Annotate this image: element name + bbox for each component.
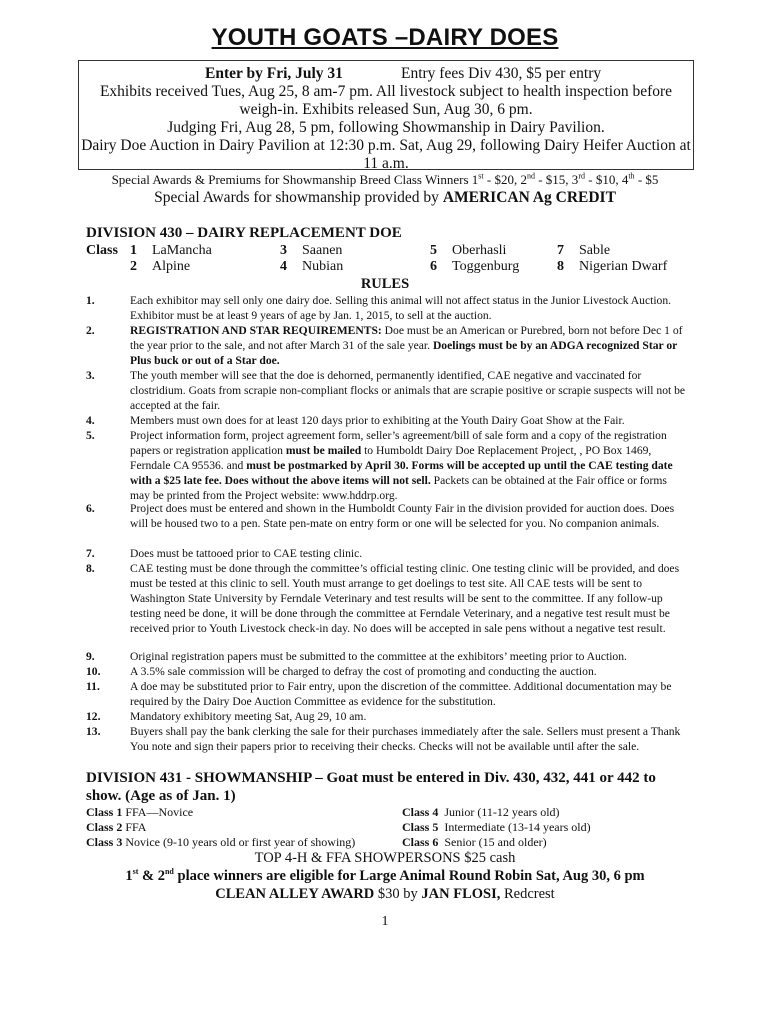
- page-number: 1: [381, 914, 389, 929]
- class-number: 2: [130, 259, 137, 274]
- clean-alley-award-line: CLEAN ALLEY AWARD $30 by JAN FLOSI, Redcrest: [215, 886, 555, 902]
- rule-number: 6.: [86, 502, 95, 515]
- class-name: Sable: [579, 243, 611, 258]
- rule-item: [86, 293, 686, 323]
- rule-number: 13.: [86, 725, 101, 738]
- rule-item: [86, 428, 686, 503]
- rule-item: [86, 368, 686, 413]
- class-name: Toggenburg: [452, 259, 520, 274]
- division-430-heading: DIVISION 430 – DAIRY REPLACEMENT DOE: [86, 225, 402, 241]
- rule-text: Project does must be entered and shown in the Humboldt County Fair in the division provided for auction does. Does will be housed two to a pen. State pen-mate on entry form or one will be selected for you. No companion animals.: [130, 502, 675, 531]
- class-number: 7: [557, 243, 564, 258]
- awards-sponsor-line: Special Awards for showmanship provided by AMERICAN Ag CREDIT: [154, 189, 616, 206]
- rule-item: [86, 323, 686, 368]
- division-431-heading-cont: show. (Age as of Jan. 1): [86, 788, 236, 804]
- awards-premiums-line: Special Awards & Premiums for Showmanship Breed Class Winners 1st - $20, 2nd - $15, 3rd - $10, 4th - $5: [111, 171, 659, 187]
- box-line-2: Exhibits received Tues, Aug 25, 8 am-7 pm. All livestock subject to health inspection before: [99, 83, 673, 100]
- rule-number: 7.: [86, 547, 95, 560]
- rule-text: Buyers shall pay the bank clerking the sale for their purchases immediately after the sale. Sellers must present a Thank You note and sign their papers prior to receiving their checks. Checks will not be available until after the sale.: [130, 725, 681, 754]
- rule-number: 5.: [86, 429, 95, 442]
- rule-item: [86, 413, 686, 428]
- rule-text: Mandatory exhibitory meeting Sat, Aug 29, 10 am.: [130, 710, 367, 723]
- top-showpersons-line: TOP 4-H & FFA SHOWPERSONS $25 cash: [254, 850, 516, 866]
- rule-number: 9.: [86, 650, 95, 663]
- showmanship-class: Class 5 Intermediate (13-14 years old): [402, 820, 591, 834]
- rule-item: [86, 649, 686, 664]
- rules-heading: RULES: [360, 276, 410, 292]
- rule-text: Members must own does for at least 120 days prior to exhibiting at the Youth Dairy Goat Show at the Fair.: [130, 414, 625, 427]
- entry-fee: Entry fees Div 430, $5 per entry: [401, 65, 602, 82]
- class-name: LaMancha: [152, 243, 212, 258]
- rule-text: Project information form, project agreement form, seller’s agreement/bill of sale form and a copy of the registration papers or registration application must be mailed to Humboldt Dairy Doe Replacement Project, , PO Box 1469, Ferndale CA 95536. and must be postmarked by April 30. Forms will be accepted up until the CAE testing date with a $25 late fee. Does without the above items will not sell. Packets can be obtained at the Fair office or forms may be printed from the Project website: www.hddrp.org.: [130, 429, 673, 503]
- sponsor-name: AMERICAN Ag CREDIT: [442, 189, 616, 206]
- class-name: Alpine: [152, 259, 191, 274]
- class-number: 8: [557, 259, 564, 274]
- rule-item: [86, 679, 686, 709]
- entry-deadline: Enter by Fri, July 31: [205, 65, 343, 82]
- class-name: Oberhasli: [452, 243, 507, 258]
- rule-item: [86, 724, 686, 754]
- rule-number: 2.: [86, 324, 95, 337]
- rule-item: [86, 709, 686, 724]
- page-title: YOUTH GOATS –DAIRY DOES: [211, 24, 559, 51]
- rule-number: 10.: [86, 665, 101, 678]
- class-number: 1: [130, 243, 137, 258]
- box-line-6: 11 a.m.: [363, 155, 409, 172]
- showmanship-class: Class 4 Junior (11-12 years old): [402, 805, 560, 819]
- rule-text: REGISTRATION AND STAR REQUIREMENTS: Doe must be an American or Purebred, born not before Dec 1 of the year prior to the sale, and not after March 31 of the sale year. Doelings must be by an ADGA recognized Star or Plus buck or out of a Star doe.: [130, 324, 683, 368]
- rule-text: Does must be tattooed prior to CAE testing clinic.: [130, 547, 363, 560]
- rule-number: 1.: [86, 294, 95, 307]
- class-number: 5: [430, 243, 437, 258]
- showmanship-class: Class 1 FFA—Novice: [86, 805, 194, 819]
- class-name: Nigerian Dwarf: [579, 259, 668, 274]
- showmanship-class: Class 6 Senior (15 and older): [402, 835, 547, 849]
- class-label: Class: [86, 243, 118, 258]
- class-number: 3: [280, 243, 287, 258]
- rule-item: [86, 546, 686, 561]
- rule-number: 12.: [86, 710, 101, 723]
- rule-text: Each exhibitor may sell only one dairy doe. Selling this animal will not affect status in the Junior Livestock Auction. Exhibitor must be at least 9 years of age by Jan. 1, 2015, to sell at the auction.: [130, 294, 672, 323]
- rule-item: [86, 501, 686, 531]
- class-name: Nubian: [302, 259, 344, 274]
- class-name: Saanen: [302, 243, 343, 258]
- rule-number: 3.: [86, 369, 95, 382]
- rule-text: Original registration papers must be submitted to the committee at the exhibitors’ meeting prior to Auction.: [130, 650, 627, 663]
- round-robin-line: 1st & 2nd place winners are eligible for Large Animal Round Robin Sat, Aug 30, 6 pm: [125, 867, 645, 884]
- showmanship-class: Class 3 Novice (9-10 years old or first year of showing): [86, 835, 356, 849]
- showmanship-class: Class 2 FFA: [86, 820, 147, 834]
- rule-text: A doe may be substituted prior to Fair entry, upon the discretion of the committee. Additional documentation may be required by the Dairy Doe Auction Committee as evidence for the substitution.: [130, 680, 672, 709]
- rule-number: 11.: [86, 680, 100, 693]
- class-number: 6: [430, 259, 437, 274]
- rule-text: CAE testing must be done through the committee’s official testing clinic. One testing clinic will be provided, and does must be tested at this clinic to sell. Youth must arrange to get doelings to test site. All CAE tests will be sent to Washington State University by Ferndale Veterinary and test results will be sent to the committee. If any follow-up testing need be done, it will be done through the committee at Ferndale Veterinary, and a negative test result must be received prior to Youth Livestock check-in day. No does will be accepted in sale pens without a negative test result.: [130, 562, 680, 636]
- box-line-4: Judging Fri, Aug 28, 5 pm, following Showmanship in Dairy Pavilion.: [167, 119, 605, 136]
- rule-item: [86, 561, 686, 636]
- rule-text: A 3.5% sale commission will be charged to defray the cost of promoting and conducting the auction.: [130, 665, 597, 678]
- entry-info-box: [78, 60, 694, 170]
- division-431-heading: DIVISION 431 - SHOWMANSHIP – Goat must be entered in Div. 430, 432, 441 or 442 to: [86, 770, 656, 786]
- rule-number: 8.: [86, 562, 95, 575]
- class-number: 4: [280, 259, 287, 274]
- rule-text: The youth member will see that the doe is dehorned, permanently identified, CAE negative and vaccinated for clostridium. Goats from scrapie non-compliant flocks or animals that are scrapie positive or scrapie suspects will not be accepted at the fair.: [130, 369, 686, 413]
- box-line-5: Dairy Doe Auction in Dairy Pavilion at 12:30 p.m. Sat, Aug 29, following Dairy Heifer Auction at: [81, 137, 691, 154]
- rule-number: 4.: [86, 414, 95, 427]
- box-line-3: weigh-in. Exhibits released Sun, Aug 30, 6 pm.: [239, 101, 533, 118]
- rule-item: [86, 664, 686, 679]
